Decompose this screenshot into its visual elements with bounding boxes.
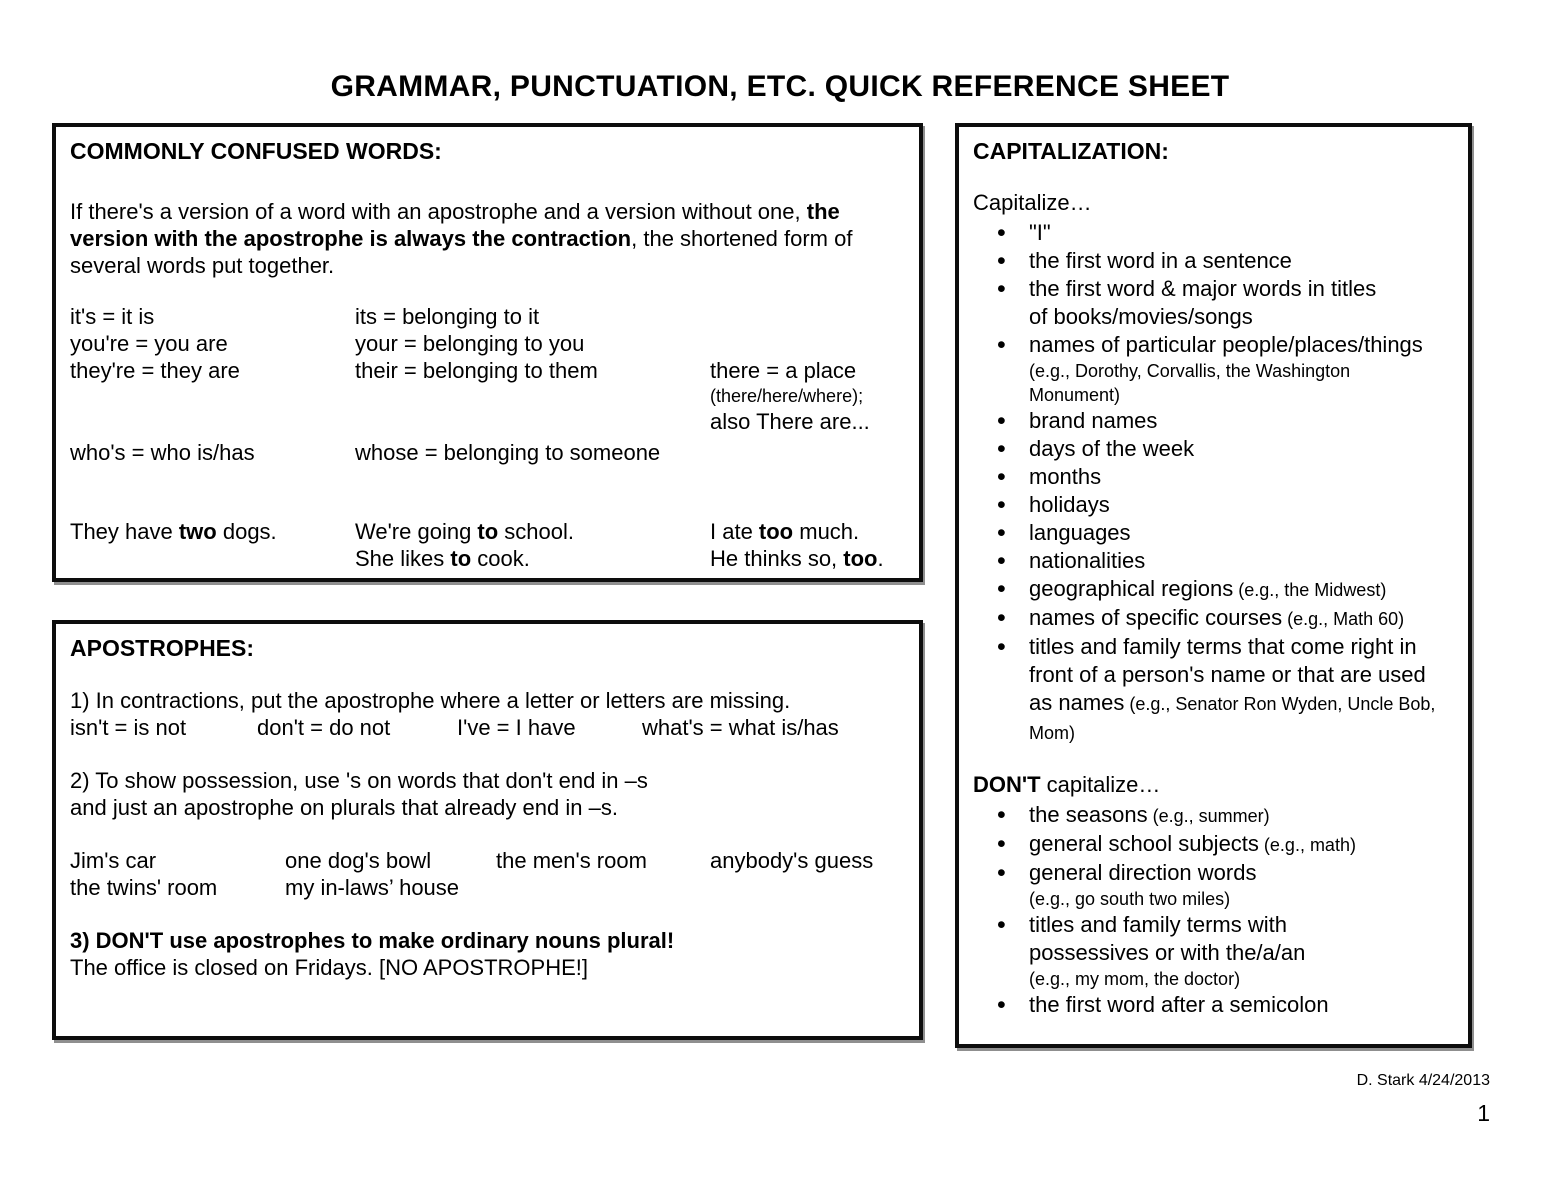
example-item: don't = do not (257, 715, 391, 740)
two-to-too-examples (70, 518, 905, 572)
list-item (995, 331, 1454, 407)
list-item (995, 911, 1454, 991)
pair-cell: also There are... (710, 409, 870, 434)
sentence-text: . (877, 546, 884, 571)
list-item (995, 247, 1454, 275)
example-item: the twins' room (70, 875, 218, 900)
item-text: names of specific courses (1029, 605, 1283, 630)
example-item: one dog's bowl (285, 848, 432, 873)
capitalize-list (995, 219, 1454, 747)
example-item: the men's room (496, 848, 647, 873)
list-item (995, 830, 1454, 859)
sentence-bold: to (477, 519, 499, 544)
dont-capitalize-list (995, 801, 1454, 1019)
apostrophe-rule-3: 3) DON'T use apostrophes to make ordinary nouns plural! (70, 928, 675, 953)
label-bold: DON'T (973, 772, 1041, 797)
item-text: the first word after a semicolon (1029, 992, 1329, 1017)
intro-text: If there's a version of a word with an apostrophe and a version without one, (70, 199, 807, 224)
whos-whose-row (70, 439, 905, 466)
capitalize-label: Capitalize… (973, 190, 1092, 215)
item-note: (e.g., the Midwest) (1238, 580, 1387, 600)
sentence-text: much. (793, 519, 860, 544)
list-item (995, 604, 1454, 633)
pair-cell: who's = who is/has (70, 440, 255, 465)
example-sentence (710, 545, 905, 572)
list-item (995, 275, 1454, 331)
item-note: (e.g., Math 60) (1287, 609, 1405, 629)
item-text: languages (1029, 520, 1131, 545)
item-note: (e.g., summer) (1152, 806, 1270, 826)
example-item: my in-laws’ house (285, 875, 460, 900)
sentence-bold: too (843, 546, 878, 571)
sentence-text: He thinks so, (710, 546, 844, 571)
item-text-line2: possessives or with the/a/an (1029, 940, 1306, 965)
confused-heading: COMMONLY CONFUSED WORDS: (70, 138, 442, 164)
pair-cell: they're = they are (70, 358, 240, 383)
commonly-confused-words-box (52, 123, 923, 582)
item-text: the seasons (1029, 802, 1148, 827)
possession-examples-row-2 (70, 874, 905, 901)
item-text: the first word in a sentence (1029, 248, 1292, 273)
item-text: geographical regions (1029, 576, 1234, 601)
apostrophes-heading: APOSTROPHES: (70, 635, 255, 661)
list-item (995, 859, 1454, 911)
list-item (995, 575, 1454, 604)
apostrophe-rule-2-line1: 2) To show possession, use 's on words that don't end in –s (70, 768, 648, 793)
item-text: titles and family terms with (1029, 912, 1287, 937)
pair-cell: it's = it is (70, 304, 155, 329)
item-text: brand names (1029, 408, 1158, 433)
item-text: nationalities (1029, 548, 1146, 573)
example-item: anybody's guess (710, 848, 874, 873)
list-item (995, 633, 1454, 747)
item-note: (e.g., math) (1263, 835, 1356, 855)
intro-bold-text: the version with the apostrophe is always the contraction (70, 199, 840, 251)
example-sentence (355, 518, 710, 545)
list-item (995, 407, 1454, 435)
pair-cell-empty (70, 408, 355, 435)
example-item: what's = what is/has (642, 715, 839, 740)
sentence-text: We're going (355, 519, 478, 544)
pair-cell: their = belonging to them (355, 358, 598, 383)
list-item (995, 519, 1454, 547)
list-item (995, 463, 1454, 491)
item-text: days of the week (1029, 436, 1195, 461)
possession-examples-row-1 (70, 847, 905, 874)
pair-cell-empty (70, 545, 355, 572)
sentence-text: cook. (471, 546, 530, 571)
list-item (995, 219, 1454, 247)
item-text: titles and family terms that come right in front of a person's name or that are used as names (1029, 634, 1426, 715)
item-text-line2: of books/movies/songs (1029, 304, 1253, 329)
pair-cell: there = a place (710, 358, 857, 383)
apostrophe-rule-3-example: The office is closed on Fridays. [NO APOSTROPHE!] (70, 955, 588, 980)
item-note: (e.g., my mom, the doctor) (1029, 969, 1241, 989)
capitalization-box (955, 123, 1472, 1048)
confused-intro (70, 198, 902, 279)
pair-cell: your = belonging to you (355, 331, 585, 356)
pair-cell-empty (710, 439, 905, 466)
sentence-text: I ate (710, 519, 759, 544)
list-item (995, 435, 1454, 463)
pair-cell: you're = you are (70, 331, 228, 356)
list-item (995, 491, 1454, 519)
item-text: holidays (1029, 492, 1110, 517)
example-item: isn't = is not (70, 715, 187, 740)
sentence-bold: too (758, 519, 794, 544)
apostrophes-box (52, 620, 923, 1040)
item-text: names of particular people/places/things (1029, 332, 1423, 357)
pair-cell-note: (there/here/where); (710, 386, 864, 406)
sentence-text: They have (70, 519, 179, 544)
author-date-credit: D. Stark 4/24/2013 (1356, 1072, 1490, 1089)
dont-capitalize-label (973, 771, 1454, 799)
example-item: I've = I have (457, 715, 576, 740)
item-text: general school subjects (1029, 831, 1259, 856)
apostrophe-rule-2-line2: and just an apostrophe on plurals that already end in –s. (70, 795, 618, 820)
sentence-bold: to (450, 546, 472, 571)
item-note: (e.g., go south two miles) (1029, 889, 1231, 909)
pair-cell-empty (710, 330, 905, 357)
pair-cell-empty (355, 408, 710, 435)
pair-cell: its = belonging to it (355, 304, 540, 329)
capitalization-heading: CAPITALIZATION: (973, 138, 1169, 164)
label-rest: capitalize… (1040, 772, 1161, 797)
list-item (995, 991, 1454, 1019)
example-sentence (70, 518, 355, 545)
sentence-text: school. (498, 519, 575, 544)
pair-cell: whose = belonging to someone (355, 440, 661, 465)
list-item (995, 547, 1454, 575)
example-sentence (710, 518, 905, 545)
item-note: (e.g., Dorothy, Corvallis, the Washington Monument) (1029, 361, 1351, 405)
example-item: Jim's car (70, 848, 157, 873)
pair-cell-empty (710, 303, 905, 330)
pair-cell-empty (70, 384, 355, 408)
sentence-bold: two (178, 519, 217, 544)
item-text: "I" (1029, 220, 1051, 245)
sentence-text: dogs. (216, 519, 277, 544)
item-note: (e.g., Senator Ron Wyden, Uncle Bob, Mom) (1029, 694, 1436, 743)
page-title: GRAMMAR, PUNCTUATION, ETC. QUICK REFERENCE SHEET (330, 70, 1230, 103)
contraction-examples-row (70, 714, 905, 741)
example-sentence (355, 545, 710, 572)
item-text: general direction words (1029, 860, 1257, 885)
item-text: the first word & major words in titles (1029, 276, 1377, 301)
page-number: 1 (1477, 1100, 1490, 1126)
list-item (995, 801, 1454, 830)
contraction-pairs-grid (70, 303, 905, 435)
item-text: months (1029, 464, 1102, 489)
apostrophe-rule-1: 1) In contractions, put the apostrophe where a letter or letters are missing. (70, 688, 791, 713)
pair-cell-empty (355, 384, 710, 408)
sentence-text: She likes (355, 546, 451, 571)
intro-text-end: , the shortened form of several words put together. (70, 226, 853, 278)
